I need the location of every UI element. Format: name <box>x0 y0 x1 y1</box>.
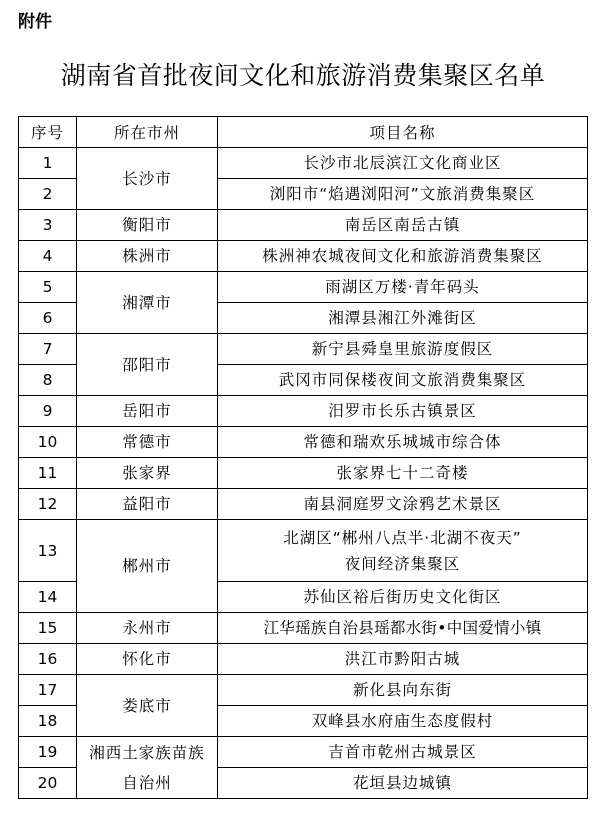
attachment-label: 附件 <box>18 12 52 32</box>
city-cell: 张家界 <box>77 458 218 489</box>
project-name: 新化县向东街 <box>218 675 588 706</box>
row-index: 10 <box>19 427 77 458</box>
header-name: 项目名称 <box>218 117 588 148</box>
page-title: 湖南省首批夜间文化和旅游消费集聚区名单 <box>60 61 546 90</box>
project-name: 花垣县边城镇 <box>218 768 588 799</box>
project-name: 南县洞庭罗文涂鸦艺术景区 <box>218 489 588 520</box>
row-index: 3 <box>19 210 77 241</box>
project-name: 雨湖区万楼·青年码头 <box>218 272 588 303</box>
table-row <box>19 427 588 458</box>
city-cell: 永州市 <box>77 613 218 644</box>
project-name: 洪江市黔阳古城 <box>218 644 588 675</box>
project-name-line1: 北湖区“郴州八点半·北湖不夜天” <box>283 528 522 547</box>
table-row <box>19 334 588 365</box>
row-index: 6 <box>19 303 77 334</box>
row-index: 7 <box>19 334 77 365</box>
city-cell <box>77 737 218 799</box>
header-index: 序号 <box>19 117 77 148</box>
row-index: 19 <box>19 737 77 768</box>
row-index: 9 <box>19 396 77 427</box>
row-index: 2 <box>19 179 77 210</box>
project-name <box>218 520 588 582</box>
project-name: 汨罗市长乐古镇景区 <box>218 396 588 427</box>
project-name: 长沙市北辰滨江文化商业区 <box>218 148 588 179</box>
city-cell: 岳阳市 <box>77 396 218 427</box>
header-city: 所在市州 <box>77 117 218 148</box>
row-index: 12 <box>19 489 77 520</box>
city-cell: 衡阳市 <box>77 210 218 241</box>
table-row <box>19 241 588 272</box>
table-header-row <box>19 117 588 148</box>
project-name: 苏仙区裕后街历史文化街区 <box>218 582 588 613</box>
project-name: 江华瑶族自治县瑶都水街•中国爱情小镇 <box>218 613 588 644</box>
list-table <box>18 116 588 799</box>
table-row <box>19 613 588 644</box>
city-name-line1: 湘西土家族苗族 <box>89 743 205 762</box>
city-cell: 邵阳市 <box>77 334 218 396</box>
table-row <box>19 675 588 706</box>
table-row <box>19 458 588 489</box>
project-name: 武冈市同保楼夜间文旅消费集聚区 <box>218 365 588 396</box>
table-row <box>19 272 588 303</box>
project-name-line2: 夜间经济集聚区 <box>344 554 461 573</box>
project-name: 新宁县舜皇里旅游度假区 <box>218 334 588 365</box>
project-name: 浏阳市“焰遇浏阳河”文旅消费集聚区 <box>218 179 588 210</box>
row-index: 1 <box>19 148 77 179</box>
project-name: 常德和瑞欢乐城城市综合体 <box>218 427 588 458</box>
project-name: 张家界七十二奇楼 <box>218 458 588 489</box>
table-row <box>19 520 588 582</box>
row-index: 17 <box>19 675 77 706</box>
table-row <box>19 644 588 675</box>
table-row <box>19 489 588 520</box>
project-name: 株洲神农城夜间文化和旅游消费集聚区 <box>218 241 588 272</box>
table-row <box>19 148 588 179</box>
city-cell: 常德市 <box>77 427 218 458</box>
row-index: 15 <box>19 613 77 644</box>
project-name: 南岳区南岳古镇 <box>218 210 588 241</box>
row-index: 11 <box>19 458 77 489</box>
table-row <box>19 737 588 768</box>
city-cell: 娄底市 <box>77 675 218 737</box>
table-row <box>19 396 588 427</box>
row-index: 8 <box>19 365 77 396</box>
city-name-line2: 自治州 <box>122 773 172 792</box>
row-index: 5 <box>19 272 77 303</box>
project-name: 湘潭县湘江外滩街区 <box>218 303 588 334</box>
city-cell: 郴州市 <box>77 520 218 613</box>
city-cell: 湘潭市 <box>77 272 218 334</box>
row-index: 14 <box>19 582 77 613</box>
row-index: 16 <box>19 644 77 675</box>
project-name: 吉首市乾州古城景区 <box>218 737 588 768</box>
row-index: 4 <box>19 241 77 272</box>
row-index: 13 <box>19 520 77 582</box>
project-name: 双峰县水府庙生态度假村 <box>218 706 588 737</box>
row-index: 20 <box>19 768 77 799</box>
table-row <box>19 210 588 241</box>
city-cell: 长沙市 <box>77 148 218 210</box>
city-cell: 株洲市 <box>77 241 218 272</box>
row-index: 18 <box>19 706 77 737</box>
city-cell: 怀化市 <box>77 644 218 675</box>
city-cell: 益阳市 <box>77 489 218 520</box>
